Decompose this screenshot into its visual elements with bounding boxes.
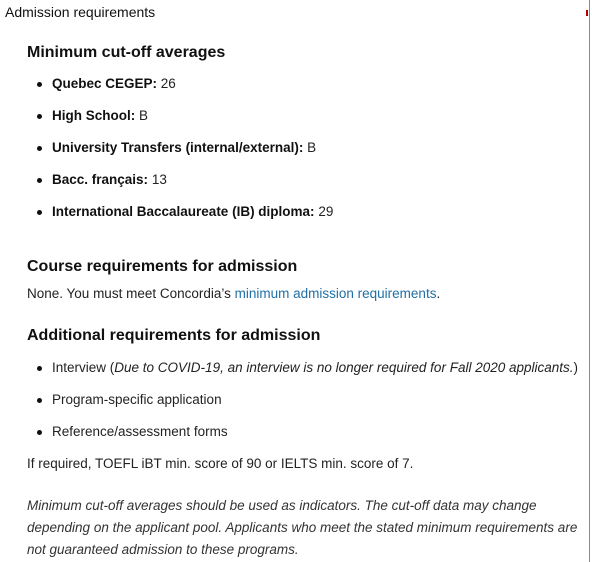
language-requirement-text: If required, TOEFL iBT min. score of 90 or IELTS min. score of 7. — [27, 456, 414, 471]
bullet-icon — [37, 430, 42, 435]
bullet-icon — [37, 398, 42, 403]
minimum-admission-requirements-link[interactable]: minimum admission requirements — [234, 286, 437, 301]
bullet-icon — [37, 178, 42, 183]
cutoff-item-value: 29 — [314, 204, 334, 219]
additional-item-text: Reference/assessment forms — [52, 424, 228, 439]
cutoff-item-label: International Baccalaureate (IB) diploma: — [52, 204, 315, 219]
cutoff-item-label: High School: — [52, 108, 136, 123]
additional-heading: Additional requirements for admission — [27, 327, 321, 344]
cutoff-item-value: B — [303, 140, 317, 155]
section-toggle-admission-requirements[interactable] — [5, 4, 155, 20]
additional-item-text-end: ) — [573, 360, 579, 375]
bullet-icon — [37, 114, 42, 119]
cutoff-item-label: Bacc. français: — [52, 172, 149, 187]
bullet-icon — [37, 210, 42, 215]
disclaimer-text: Minimum cut-off averages should be used as indicators. The cut-off data may change depending on the applicant pool. Applicants who meet the stated minimum requirements are not guaranteed admission to these programs. — [27, 498, 578, 557]
course-text-after: . — [436, 286, 441, 301]
additional-item-text: Program-specific application — [52, 392, 222, 407]
course-text — [27, 286, 440, 302]
cutoff-item-value: B — [135, 108, 149, 123]
cutoff-item-label: University Transfers (internal/external): — [52, 140, 304, 155]
bullet-icon — [37, 82, 42, 87]
covid-note: Due to COVID-19, an interview is no longer required for Fall 2020 applicants. — [114, 360, 574, 375]
edge-marker — [586, 10, 588, 16]
cutoff-item-value: 13 — [148, 172, 167, 187]
additional-item-text: Interview ( — [52, 360, 115, 375]
cutoff-heading: Minimum cut-off averages — [27, 44, 226, 61]
bullet-icon — [37, 146, 42, 151]
cutoff-item-label: Quebec CEGEP: — [52, 76, 158, 91]
cutoff-item-value: 26 — [157, 76, 176, 91]
bullet-icon — [37, 366, 42, 371]
section-toggle-label: Admission requirements — [5, 4, 156, 20]
course-text-before: None. You must meet Concordia’s — [27, 286, 235, 301]
course-heading: Course requirements for admission — [27, 258, 298, 275]
